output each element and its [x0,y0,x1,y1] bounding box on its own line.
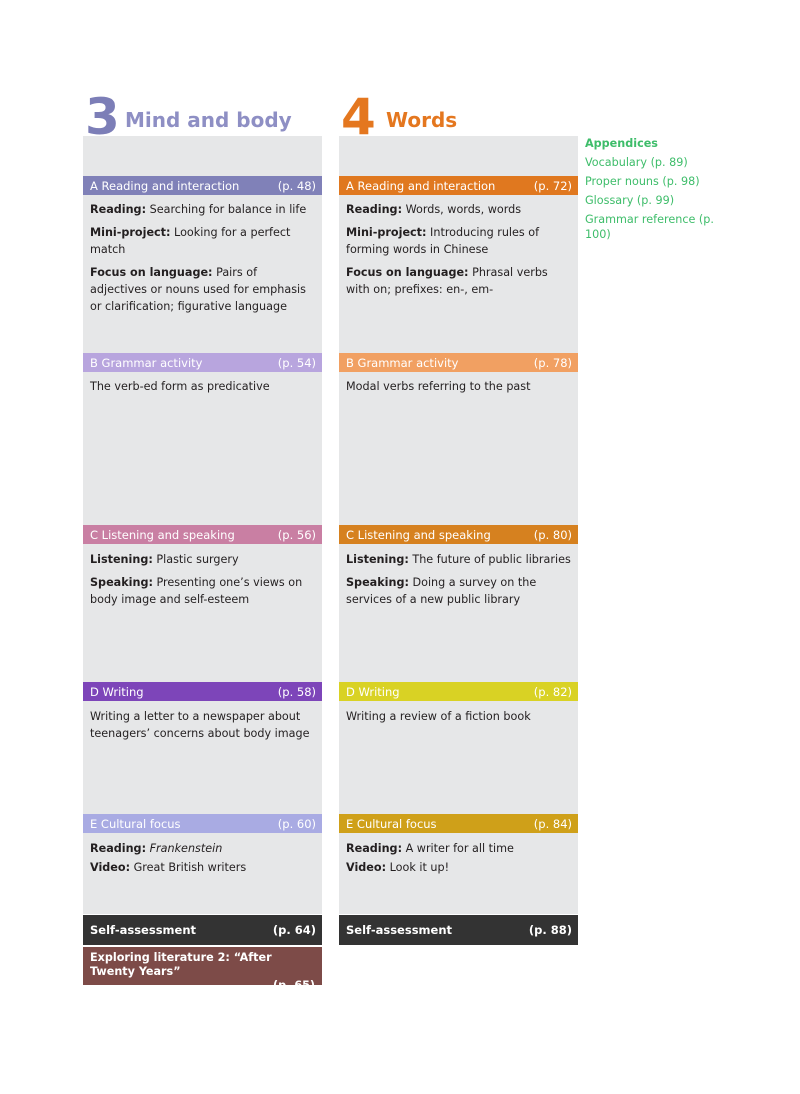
section-page: (p. 48) [277,178,316,193]
appendix-link-glossary[interactable]: Glossary (p. 99) [585,194,675,207]
item-text: Plastic surgery [152,553,239,566]
unit-4-section-a-bar[interactable] [339,176,578,195]
item-key: Mini-project: [90,226,171,239]
section-label: E Cultural focus [90,816,181,831]
item-text: Introducing rules of forming words in Chinese [346,226,540,256]
section-page: (p. 78) [533,355,572,370]
item-text: Words, words, words [402,203,522,216]
unit-3-section-e-content [90,840,316,882]
item-text: A writer for all time [402,842,514,855]
appendix-link-vocabulary[interactable]: Vocabulary (p. 89) [585,156,688,169]
unit-3-section-a-content [90,201,316,321]
section-page: (p. 58) [277,684,316,699]
unit-4-section-a-content [346,201,572,304]
appendix-link-grammar-reference[interactable]: Grammar reference (p. 100) [585,213,714,241]
item-key: Video: [346,861,387,874]
unit-3-section-b-content [90,378,316,401]
item-key: Focus on language: [346,266,469,279]
section-page: (p. 60) [277,816,316,831]
unit-3-section-b-bar[interactable] [83,353,322,372]
item-text: Look it up! [386,861,450,874]
item-key: Reading: [90,203,147,216]
unit-4-section-b-content [346,378,572,401]
unit-4-number: 4 [341,88,376,146]
unit-4-section-e-bar[interactable] [339,814,578,833]
exploring-literature-link[interactable] [83,947,322,992]
appendices-heading: Appendices [585,137,658,150]
item-text: Doing a survey on the services of a new public library [346,576,537,606]
item-key: Video: [90,861,131,874]
section-label: B Grammar activity [346,355,459,370]
unit-4-title: Words [386,108,458,132]
item-text: Frankenstein [146,842,223,855]
unit-4-section-b-bar[interactable] [339,353,578,372]
section-label: D Writing [346,684,400,699]
section-label: A Reading and interaction [90,178,240,193]
section-label: B Grammar activity [90,355,203,370]
unit-4-section-c-content [346,551,572,614]
item-key: Speaking: [346,576,409,589]
section-page: (p. 72) [533,178,572,193]
section-page: (p. 80) [533,527,572,542]
item-text: Phrasal verbs with on; prefixes: en-, em- [346,266,548,296]
section-label: C Listening and speaking [346,527,491,542]
item-text: Searching for balance in life [146,203,307,216]
appendix-link-proper-nouns[interactable]: Proper nouns (p. 98) [585,175,700,188]
section-page: (p. 84) [533,816,572,831]
unit-4-section-c-bar[interactable] [339,525,578,544]
unit-4-section-d-content [346,708,572,731]
literature-label: Exploring literature 2: “After Twenty Years” [90,951,272,978]
item-text: Writing a letter to a newspaper about teenagers’ concerns about body image [90,710,310,740]
item-key: Mini-project: [346,226,427,239]
unit-3-header [83,88,322,156]
item-text: The verb-ed form as predicative [90,380,270,393]
section-label: D Writing [90,684,144,699]
unit-3-title: Mind and body [125,108,292,132]
unit-3-number: 3 [85,88,120,146]
literature-page: (p. 65) [273,979,315,992]
unit-4-header [339,88,578,156]
item-text: The future of public libraries [408,553,571,566]
self-assessment-label: Self-assessment [346,923,453,937]
item-text: Writing a review of a fiction book [346,710,531,723]
item-key: Speaking: [90,576,153,589]
item-text: Modal verbs referring to the past [346,380,531,393]
self-assessment-page: (p. 88) [528,923,572,937]
unit-3-section-d-content [90,708,316,748]
item-text: Presenting one’s views on body image and self-esteem [90,576,303,606]
item-key: Listening: [346,553,409,566]
item-key: Listening: [90,553,153,566]
self-assessment-label: Self-assessment [90,923,197,937]
unit-4-section-e-content [346,840,572,882]
item-text: Great British writers [130,861,247,874]
unit-4-self-assessment[interactable] [339,915,578,945]
section-label: C Listening and speaking [90,527,235,542]
item-key: Reading: [90,842,147,855]
unit-3-section-d-bar[interactable] [83,682,322,701]
item-text: Looking for a perfect match [90,226,291,256]
unit-3-section-a-bar[interactable] [83,176,322,195]
section-label: A Reading and interaction [346,178,496,193]
unit-3-self-assessment[interactable] [83,915,322,945]
unit-3-section-e-bar[interactable] [83,814,322,833]
unit-4-section-d-bar[interactable] [339,682,578,701]
item-text: Pairs of adjectives or nouns used for emphasis or clarification; figurative language [90,266,306,313]
section-page: (p. 54) [277,355,316,370]
item-key: Reading: [346,203,403,216]
unit-3-section-c-content [90,551,316,614]
appendices [585,136,725,246]
self-assessment-page: (p. 64) [272,923,316,937]
item-key: Focus on language: [90,266,213,279]
item-key: Reading: [346,842,403,855]
section-page: (p. 82) [533,684,572,699]
section-page: (p. 56) [277,527,316,542]
section-label: E Cultural focus [346,816,437,831]
unit-3-section-c-bar[interactable] [83,525,322,544]
